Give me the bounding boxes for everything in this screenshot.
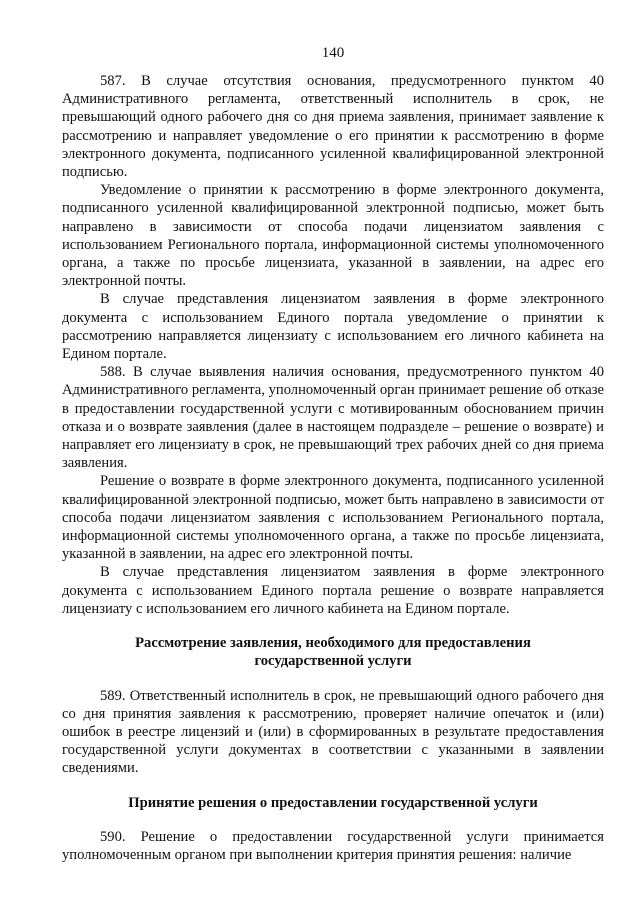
paragraph-587-notice: Уведомление о принятии к рассмотрению в форме электронного документа, подписанного усиленной квалифицированной электронной подписью, может быть направлено в зависимости от способа подачи лицензиатом заявления с использованием Регионального портала, информационной системы уполномоченного органа, а также по просьбе лицензиата, указанной в заявлении, на адрес его электронной почты.	[62, 182, 604, 290]
paragraph-587: 587. В случае отсутствия основания, предусмотренного пунктом 40 Административного регламента, ответственный исполнитель в срок, не превышающий одного рабочего дня со дня приема заявления, принимает заявление к рассмотрению и направляет уведомление о его принятии к рассмотрению в форме электронного документа, подписанного усиленной квалифицированной электронной подписью.	[62, 73, 604, 181]
paragraph-589: 589. Ответственный исполнитель в срок, не превышающий одного рабочего дня со дня принятия заявления к рассмотрению, проверяет наличие опечаток и (или) ошибок в реестре лицензий и (или) в сформированных в результате предоставления государственной услуги документах в соответствии с указанными в заявлении сведениями.	[62, 687, 604, 777]
page-number: 140	[321, 45, 345, 61]
paragraph-588-return-decision: Решение о возврате в форме электронного документа, подписанного усиленной квалифицированной электронной подписью, может быть направлено в зависимости от способа подачи лицензиатом заявления с использованием Регионального портала, информационной системы уполномоченного органа, а также по просьбе лицензиата, указанной в заявлении, на адрес его электронной почты.	[62, 473, 604, 563]
paragraph-587-single-portal: В случае представления лицензиатом заявления в форме электронного документа с использованием Единого портала уведомление о принятии к рассмотрению направляется лицензиату с использованием его личного кабинета на Едином портале.	[62, 291, 604, 363]
paragraph-590: 590. Решение о предоставлении государственной услуги принимается уполномоченным органом при выполнении критерия принятия решения: наличие	[62, 828, 604, 863]
section-heading-decision: Принятие решения о предоставлении государственной услуги	[128, 794, 538, 811]
paragraph-588: 588. В случае выявления наличия основания, предусмотренного пунктом 40 Административного регламента, уполномоченный орган принимает решение об отказе в предоставлении государственной услуги с мотивированным обоснованием причин отказа и о возврате заявления (далее в настоящем подразделе – решение о возврате) и направляет его лицензиату в срок, не превышающий трех рабочих дней со дня приема заявления.	[62, 364, 604, 472]
section-heading-review: Рассмотрение заявления, необходимого для предоставления государственной услуги	[135, 635, 531, 670]
paragraph-588-single-portal: В случае представления лицензиатом заявления в форме электронного документа с использованием Единого портала решение о возврате направляется лицензиату с использованием его личного кабинета на Едином портале.	[62, 564, 604, 617]
